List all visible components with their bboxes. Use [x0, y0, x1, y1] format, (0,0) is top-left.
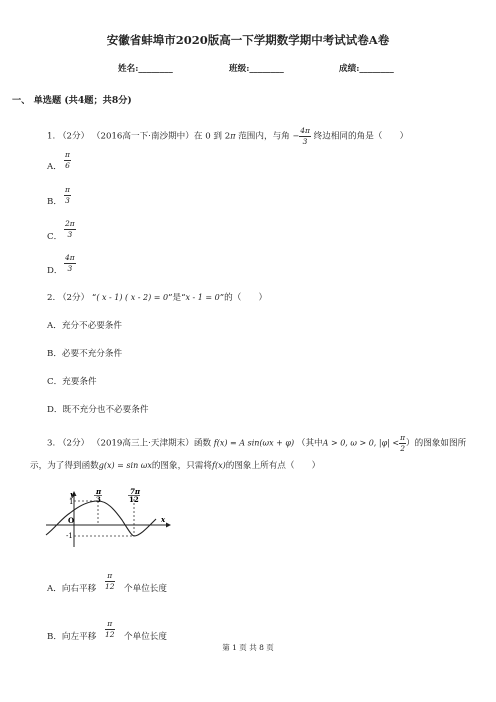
q1-number: 1. [47, 131, 56, 142]
question-2 [47, 291, 267, 303]
q3-line2-c: 的图象上所有点（ ） [225, 461, 321, 471]
q1-angle-sign: − [292, 131, 300, 141]
q1-option-a-label: A． [47, 162, 62, 172]
q3-sine-graph [44, 487, 174, 549]
q2-text-c: ”的（ ） [219, 293, 268, 303]
q1-score: （2分） [57, 131, 90, 142]
q1-text-before: （2016高一下·南沙期中）在 0 到 2 [91, 131, 231, 142]
q1-pi: π [230, 131, 236, 141]
q3-text-a: （2019高三上·天津期末）函数 [91, 438, 212, 449]
q3-line2-b: 的图象，只需将 [151, 461, 212, 471]
y-tick-neg-1: -1 [66, 532, 73, 540]
q3-score: （2分） [57, 438, 90, 449]
question-1 [47, 127, 408, 145]
q1-text-mid: 范围内，与角 [238, 131, 290, 142]
q1-angle-fraction: $\frac{4\pi}{3}$ [300, 126, 310, 146]
q3-option-a-post: 个单位长度 [124, 584, 167, 594]
q1-option-d-fraction: $\frac{4\pi}{3}$ [65, 253, 75, 273]
q3-text-c: ）的图象如图所 [406, 438, 467, 449]
sine-curve [46, 501, 156, 536]
q1-option-c-label: C． [47, 232, 63, 242]
q2-option-c: C．充要条件 [47, 377, 97, 387]
q3-number: 3. [47, 438, 56, 449]
question-3-line-2 [30, 459, 320, 471]
q1-option-a-fraction: $\frac{\pi}{6}$ [65, 150, 70, 170]
q2-option-d: D．既不充分也不必要条件 [47, 405, 149, 415]
q2-text-a: “ [91, 293, 97, 303]
q1-option-c-fraction: $\frac{2\pi}{3}$ [65, 219, 75, 239]
q2-expr-1: ( x - 1) ( x - 2) = 0 [96, 293, 169, 302]
q3-option-a: A．向右平移 [47, 584, 97, 594]
q3-function-g: g(x) = sin ωx [98, 461, 152, 470]
q1-text-after: 终边相同的角是（ ） [313, 131, 409, 142]
q3-function-f: f(x) = A sin(ωx + φ) [213, 438, 295, 448]
q3-condition-fraction: $\frac{\pi}{2}$ [400, 433, 406, 453]
q3-option-b: B．向左平移 [47, 632, 97, 642]
x-tick-pi3-den: 3 [96, 495, 101, 504]
page-title: 安徽省蚌埠市2020版高一下学期数学期中考试试卷A卷 [106, 33, 390, 47]
page-footer: 第 1 页 共 8 页 [222, 643, 274, 652]
question-3 [47, 434, 466, 452]
q3-function-f-ref: f(x) [212, 461, 226, 470]
q3-option-b-post: 个单位长度 [124, 632, 167, 642]
x-tick-7pi12-num: 7π [130, 487, 140, 496]
q2-number: 2. [47, 293, 56, 303]
q2-option-b: B．必要不充分条件 [47, 349, 123, 359]
class-field-label: 班级:________ [229, 64, 284, 74]
q1-option-b-fraction: $\frac{\pi}{3}$ [65, 185, 70, 205]
q2-expr-2: x - 1 = 0 [185, 293, 220, 302]
x-axis-label: x [161, 515, 166, 524]
x-tick-pi3-num: π [96, 487, 102, 496]
y-axis-label: y [70, 490, 75, 499]
q2-option-a: A．充分不必要条件 [47, 321, 122, 331]
q3-text-b: （其中 [296, 438, 323, 449]
origin-label: O [68, 516, 75, 525]
x-tick-7pi12-den: 12 [129, 495, 139, 504]
q3-line2-a: 示，为了得到函数 [30, 461, 99, 471]
name-field-label: 姓名:________ [118, 64, 173, 74]
q3-option-b-fraction: $\frac{\pi}{12}$ [105, 619, 115, 639]
q3-option-a-fraction: $\frac{\pi}{12}$ [105, 571, 115, 591]
q2-text-b: ”是“ [168, 293, 186, 303]
section-heading: 一、 单选题 (共4题；共8分) [12, 95, 132, 106]
q3-condition: A > 0, ω > 0, |φ| < [322, 438, 400, 448]
q2-score: （2分） [57, 293, 90, 303]
q1-option-d-label: D． [47, 266, 63, 276]
score-field-label: 成绩:________ [339, 64, 394, 74]
y-tick-1: 1 [69, 498, 74, 506]
q1-option-b-label: B． [47, 197, 62, 207]
x-axis-arrow [166, 523, 171, 528]
